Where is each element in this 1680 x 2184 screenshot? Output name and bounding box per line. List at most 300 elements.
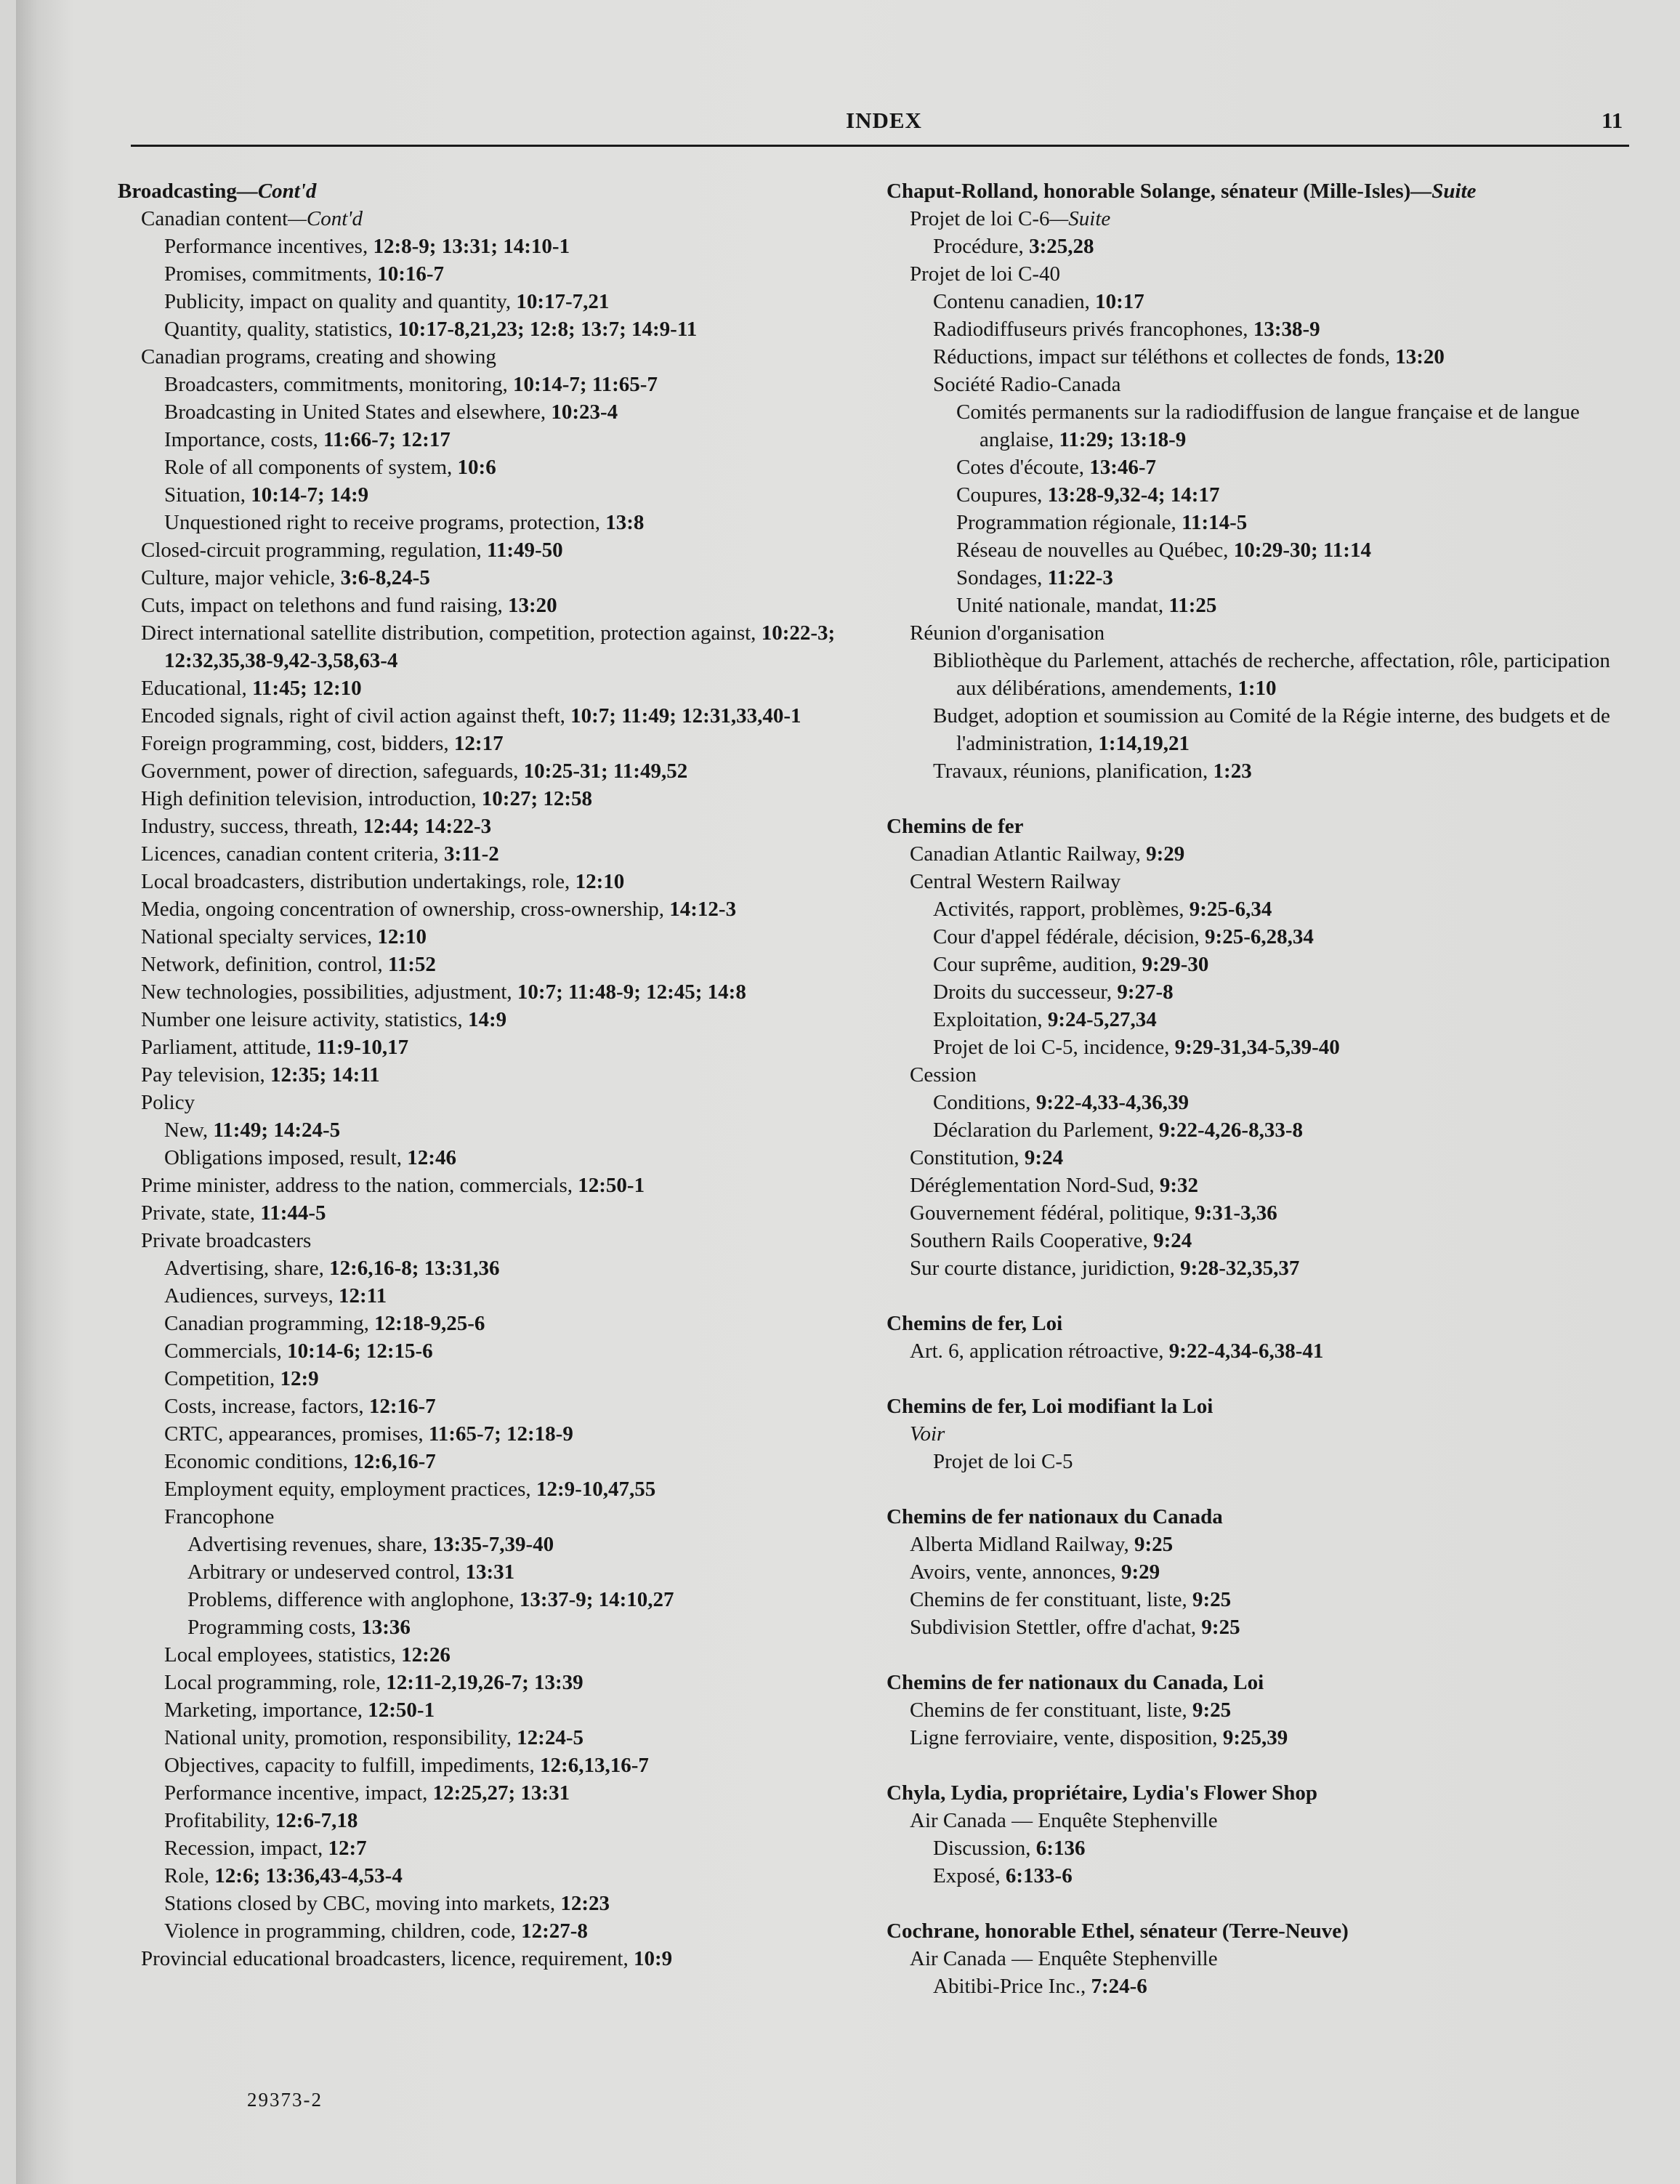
page-references: 9:32 bbox=[1159, 1174, 1199, 1197]
page-references: 1:10 bbox=[1237, 677, 1277, 700]
page-references: 11:49-50 bbox=[486, 539, 563, 562]
entry-text: Canadian programming, bbox=[164, 1312, 375, 1335]
index-entry bbox=[118, 1310, 888, 1337]
page-references: 10:17-7,21 bbox=[516, 290, 610, 313]
index-entry bbox=[887, 1448, 1642, 1475]
page-references: 10:9 bbox=[634, 1947, 673, 1970]
entry-text: Chemins de fer, Loi bbox=[887, 1312, 1063, 1335]
index-entry bbox=[118, 1199, 888, 1227]
index-entry bbox=[118, 260, 888, 288]
entry-text: Media, ongoing concentration of ownership, cross-ownership, bbox=[141, 898, 670, 921]
entry-text: Chemins de fer, Loi modifiant la Loi bbox=[887, 1395, 1213, 1418]
index-entry bbox=[887, 1199, 1642, 1227]
index-entry bbox=[887, 1006, 1642, 1033]
page-references: 12:11-2,19,26-7; 13:39 bbox=[386, 1671, 583, 1694]
entry-text: Audiences, surveys, bbox=[164, 1284, 339, 1307]
entry-text: Discussion, bbox=[933, 1837, 1036, 1860]
page-references: 13:38-9 bbox=[1253, 318, 1320, 341]
entry-text: Costs, increase, factors, bbox=[164, 1395, 369, 1418]
entry-text: Sur courte distance, juridiction, bbox=[910, 1257, 1181, 1280]
index-entry bbox=[118, 1503, 888, 1531]
left-index-column bbox=[118, 177, 888, 1973]
entry-text: Projet de loi C-6 bbox=[910, 207, 1050, 230]
entry-text: Droits du successeur, bbox=[933, 980, 1118, 1004]
entry-text: Direct international satellite distribution, competition, protection against, bbox=[141, 621, 762, 645]
page-references: 9:22-4,34-6,38-41 bbox=[1168, 1339, 1324, 1363]
page-references: 10:14-6; 12:15-6 bbox=[287, 1339, 433, 1363]
page-references: 12:50-1 bbox=[578, 1174, 645, 1197]
index-entry bbox=[118, 1448, 888, 1475]
entry-text: Radiodiffuseurs privés francophones, bbox=[933, 318, 1253, 341]
index-entry bbox=[887, 371, 1642, 398]
page-references: 13:20 bbox=[508, 594, 557, 617]
index-entry bbox=[118, 702, 888, 730]
index-entry bbox=[887, 288, 1642, 315]
index-heading bbox=[887, 1669, 1642, 1696]
page-references: 12:6,16-7 bbox=[353, 1450, 436, 1473]
page-references: 11:49; 14:24-5 bbox=[213, 1119, 341, 1142]
page-references: 10:29-30; 11:14 bbox=[1233, 539, 1371, 562]
index-entry bbox=[118, 1006, 888, 1033]
entry-text: New, bbox=[164, 1119, 214, 1142]
entry-text: Déclaration du Parlement, bbox=[933, 1119, 1159, 1142]
entry-text: Chemins de fer nationaux du Canada, Loi bbox=[887, 1671, 1264, 1694]
page-references: 11:66-7; 12:17 bbox=[323, 428, 451, 451]
entry-text: Parliament, attitude, bbox=[141, 1036, 317, 1059]
page-references: 13:36 bbox=[361, 1616, 411, 1639]
index-entry bbox=[887, 1061, 1642, 1089]
index-entry bbox=[887, 923, 1642, 951]
index-entry bbox=[118, 288, 888, 315]
page-references: 10:16-7 bbox=[377, 262, 445, 286]
index-entry bbox=[887, 398, 1642, 454]
index-entry bbox=[887, 1531, 1642, 1558]
entry-text: Avoirs, vente, annonces, bbox=[910, 1560, 1121, 1584]
entry-text: Canadian content bbox=[141, 207, 288, 230]
entry-text: Industry, success, threath, bbox=[141, 815, 363, 838]
entry-text: Government, power of direction, safeguards, bbox=[141, 759, 524, 783]
index-entry bbox=[118, 813, 888, 840]
entry-text: Private broadcasters bbox=[141, 1229, 312, 1252]
entry-text: Budget, adoption et soumission au Comité de la Régie interne, des budgets et de l'administration, bbox=[933, 704, 1610, 755]
page-number: 11 bbox=[1602, 108, 1623, 133]
entry-text: Encoded signals, right of civil action against theft, bbox=[141, 704, 571, 728]
page-references: 12:50-1 bbox=[368, 1699, 435, 1722]
entry-text: National unity, promotion, responsibility, bbox=[164, 1726, 517, 1749]
entry-text: Travaux, réunions, planification, bbox=[933, 759, 1213, 783]
index-entry bbox=[118, 1890, 888, 1917]
index-entry bbox=[118, 1613, 888, 1641]
index-entry bbox=[887, 260, 1642, 288]
page-references: 6:133-6 bbox=[1005, 1864, 1073, 1887]
entry-text: Contenu canadien, bbox=[933, 290, 1096, 313]
index-entry bbox=[118, 1393, 888, 1420]
index-entry bbox=[887, 1227, 1642, 1254]
page-references: 9:25-6,28,34 bbox=[1205, 925, 1314, 948]
index-entry bbox=[118, 674, 888, 702]
page-references: 9:25 bbox=[1134, 1533, 1174, 1556]
index-entry bbox=[118, 205, 888, 233]
index-entry bbox=[887, 536, 1642, 564]
entry-text: Pay television, bbox=[141, 1063, 271, 1087]
page-references: 13:37-9; 14:10,27 bbox=[519, 1588, 674, 1611]
entry-text: Constitution, bbox=[910, 1146, 1025, 1169]
entry-text: Recession, impact, bbox=[164, 1837, 328, 1860]
index-heading bbox=[887, 1917, 1642, 1945]
entry-text: Cour d'appel fédérale, décision, bbox=[933, 925, 1206, 948]
entry-text: Performance incentive, impact, bbox=[164, 1781, 433, 1805]
page-references: 9:22-4,33-4,36,39 bbox=[1035, 1091, 1190, 1114]
index-entry bbox=[118, 426, 888, 454]
entry-text: Role of all components of system, bbox=[164, 456, 458, 479]
index-entry bbox=[118, 1752, 888, 1779]
index-entry bbox=[887, 481, 1642, 509]
page-references: 12:27-8 bbox=[521, 1919, 588, 1943]
page-references: 10:17 bbox=[1095, 290, 1144, 313]
entry-text: New technologies, possibilities, adjustment, bbox=[141, 980, 517, 1004]
page-references: 12:25,27; 13:31 bbox=[432, 1781, 570, 1805]
entry-spacer bbox=[887, 1641, 1642, 1669]
page-references: 3:6-8,24-5 bbox=[340, 566, 430, 589]
index-entry bbox=[887, 757, 1642, 785]
page-references: 12:11 bbox=[339, 1284, 387, 1307]
entry-text: Canadian programs, creating and showing bbox=[141, 345, 496, 368]
page-references: 12:6,16-8; 13:31,36 bbox=[329, 1257, 500, 1280]
index-entry bbox=[118, 398, 888, 426]
entry-text: Projet de loi C-40 bbox=[910, 262, 1061, 286]
continuation-marker: —Cont'd bbox=[288, 207, 363, 230]
entry-text: Francophone bbox=[164, 1505, 275, 1528]
page-references: 11:22-3 bbox=[1047, 566, 1113, 589]
page-references: 12:10 bbox=[575, 870, 625, 893]
index-entry bbox=[118, 1641, 888, 1669]
entry-spacer bbox=[887, 1890, 1642, 1917]
index-entry bbox=[887, 1724, 1642, 1752]
index-entry bbox=[887, 564, 1642, 592]
entry-text: Cotes d'écoute, bbox=[956, 456, 1090, 479]
index-entry bbox=[118, 1033, 888, 1061]
continuation-marker: —Suite bbox=[1049, 207, 1111, 230]
index-entry bbox=[887, 702, 1642, 757]
entry-text: Bibliothèque du Parlement, attachés de recherche, affectation, rôle, participation aux délibérations, amendements, bbox=[933, 649, 1610, 700]
index-entry bbox=[887, 1144, 1642, 1172]
entry-text: Procédure, bbox=[933, 235, 1030, 258]
index-heading bbox=[887, 813, 1642, 840]
index-entry bbox=[118, 343, 888, 371]
entry-text: Arbitrary or undeserved control, bbox=[187, 1560, 466, 1584]
entry-text: Number one leisure activity, statistics, bbox=[141, 1008, 468, 1031]
page-references: 11:9-10,17 bbox=[316, 1036, 409, 1059]
entry-text: Prime minister, address to the nation, commercials, bbox=[141, 1174, 578, 1197]
index-entry bbox=[887, 509, 1642, 536]
index-heading bbox=[887, 1393, 1642, 1420]
index-entry bbox=[887, 1696, 1642, 1724]
index-entry bbox=[118, 1116, 888, 1144]
index-entry bbox=[887, 868, 1642, 895]
entry-spacer bbox=[887, 785, 1642, 813]
entry-text: Comités permanents sur la radiodiffusion de langue française et de langue anglaise, bbox=[956, 400, 1580, 451]
page-references: 12:44; 14:22-3 bbox=[363, 815, 492, 838]
entry-text: Programmation régionale, bbox=[956, 511, 1182, 534]
entry-text: Société Radio-Canada bbox=[933, 373, 1121, 396]
index-entry bbox=[887, 1254, 1642, 1282]
page-references: 10:27; 12:58 bbox=[481, 787, 593, 810]
page-references: 12:16-7 bbox=[368, 1395, 436, 1418]
page-references: 9:27-8 bbox=[1117, 980, 1174, 1004]
entry-text: Chemins de fer nationaux du Canada bbox=[887, 1505, 1223, 1528]
index-entry bbox=[887, 895, 1642, 923]
page-header-title: INDEX bbox=[846, 108, 922, 133]
entry-spacer bbox=[887, 1475, 1642, 1503]
entry-text: Sondages, bbox=[956, 566, 1048, 589]
index-entry bbox=[118, 1061, 888, 1089]
index-entry bbox=[118, 730, 888, 757]
entry-text: Cour suprême, audition, bbox=[933, 953, 1142, 976]
index-entry bbox=[887, 454, 1642, 481]
page-references: 10:7; 11:48-9; 12:45; 14:8 bbox=[517, 980, 746, 1004]
index-entry bbox=[118, 1696, 888, 1724]
index-entry bbox=[887, 315, 1642, 343]
index-entry bbox=[887, 978, 1642, 1006]
entry-text: Educational, bbox=[141, 677, 253, 700]
index-entry bbox=[118, 619, 888, 674]
entry-text: Southern Rails Cooperative, bbox=[910, 1229, 1154, 1252]
page-references: 10:14-7; 11:65-7 bbox=[513, 373, 658, 396]
page-references: 11:52 bbox=[387, 953, 436, 976]
page-references: 12:7 bbox=[328, 1837, 367, 1860]
page-references: 13:8 bbox=[605, 511, 645, 534]
entry-text: Art. 6, application rétroactive, bbox=[910, 1339, 1169, 1363]
index-entry bbox=[887, 951, 1642, 978]
page-references: 9:29 bbox=[1146, 842, 1185, 866]
page-references: 9:29 bbox=[1121, 1560, 1160, 1584]
page-references: 11:45; 12:10 bbox=[252, 677, 362, 700]
entry-text: Local employees, statistics, bbox=[164, 1643, 402, 1667]
page-references: 10:14-7; 14:9 bbox=[251, 483, 369, 507]
index-entry bbox=[887, 1033, 1642, 1061]
index-heading bbox=[887, 1503, 1642, 1531]
entry-text: Abitibi-Price Inc., bbox=[933, 1975, 1091, 1998]
index-entry bbox=[118, 1144, 888, 1172]
page-references: 10:23-4 bbox=[551, 400, 618, 424]
continuation-marker: —Suite bbox=[1410, 180, 1477, 203]
entry-spacer bbox=[887, 1752, 1642, 1779]
entry-text: Role, bbox=[164, 1864, 215, 1887]
continuation-marker: —Cont'd bbox=[236, 180, 317, 203]
index-heading bbox=[118, 177, 888, 205]
index-entry bbox=[118, 371, 888, 398]
index-page bbox=[16, 0, 1680, 2184]
entry-text: Central Western Railway bbox=[910, 870, 1121, 893]
entry-text: Promises, commitments, bbox=[164, 262, 378, 286]
entry-text: National specialty services, bbox=[141, 925, 378, 948]
page-references: 9:31-3,36 bbox=[1195, 1201, 1277, 1225]
page-references: 9:28-32,35,37 bbox=[1180, 1257, 1300, 1280]
page-references: 12:17 bbox=[453, 732, 504, 755]
index-entry bbox=[887, 1973, 1642, 2000]
page-references: 9:25-6,34 bbox=[1189, 898, 1272, 921]
page-references: 9:25 bbox=[1201, 1616, 1240, 1639]
entry-text: Air Canada — Enquête Stephenville bbox=[910, 1809, 1218, 1832]
entry-text: Performance incentives, bbox=[164, 235, 373, 258]
entry-text: Chemins de fer constituant, liste, bbox=[910, 1699, 1193, 1722]
page-references: 11:14-5 bbox=[1182, 511, 1248, 534]
entry-text: Policy bbox=[141, 1091, 195, 1114]
entry-text: Alberta Midland Railway, bbox=[910, 1533, 1134, 1556]
index-entry bbox=[887, 1586, 1642, 1613]
header-rule bbox=[131, 145, 1629, 147]
entry-text: Chyla, Lydia, propriétaire, Lydia's Flower Shop bbox=[887, 1781, 1317, 1805]
entry-text: Ligne ferroviaire, vente, disposition, bbox=[910, 1726, 1223, 1749]
index-entry bbox=[887, 1613, 1642, 1641]
page-references: 9:29-31,34-5,39-40 bbox=[1174, 1036, 1340, 1059]
page-references: 9:25,39 bbox=[1222, 1726, 1288, 1749]
entry-text: Licences, canadian content criteria, bbox=[141, 842, 445, 866]
page-references: 10:17-8,21,23; 12:8; 13:7; 14:9-11 bbox=[397, 318, 698, 341]
index-entry bbox=[118, 1337, 888, 1365]
page-references: 3:25,28 bbox=[1029, 235, 1094, 258]
entry-text: Broadcasters, commitments, monitoring, bbox=[164, 373, 514, 396]
entry-text: Déréglementation Nord-Sud, bbox=[910, 1174, 1160, 1197]
index-entry bbox=[118, 1227, 888, 1254]
entry-text: Broadcasting in United States and elsewhere, bbox=[164, 400, 552, 424]
entry-spacer bbox=[887, 1282, 1642, 1310]
page-references: 12:8-9; 13:31; 14:10-1 bbox=[373, 235, 570, 258]
entry-text: Closed-circuit programming, regulation, bbox=[141, 539, 487, 562]
entry-text: Chemins de fer constituant, liste, bbox=[910, 1588, 1193, 1611]
entry-text: Gouvernement fédéral, politique, bbox=[910, 1201, 1195, 1225]
page-references: 11:44-5 bbox=[260, 1201, 326, 1225]
entry-text: Canadian Atlantic Railway, bbox=[910, 842, 1147, 866]
index-heading bbox=[887, 177, 1642, 205]
entry-text: Broadcasting bbox=[118, 180, 237, 203]
right-index-column bbox=[887, 177, 1642, 2000]
index-entry bbox=[118, 1172, 888, 1199]
entry-text: Programming costs, bbox=[187, 1616, 362, 1639]
entry-text: Cochrane, honorable Ethel, sénateur (Terre-Neuve) bbox=[887, 1919, 1349, 1943]
index-entry bbox=[118, 923, 888, 951]
index-entry bbox=[887, 840, 1642, 868]
entry-text: Quantity, quality, statistics, bbox=[164, 318, 398, 341]
entry-text: Voir bbox=[910, 1422, 945, 1446]
entry-text: Réunion d'organisation bbox=[910, 621, 1105, 645]
entry-text: Subdivision Stettler, offre d'achat, bbox=[910, 1616, 1202, 1639]
page-references: 11:29; 13:18-9 bbox=[1059, 428, 1187, 451]
index-entry bbox=[118, 978, 888, 1006]
entry-text: Local broadcasters, distribution undertakings, role, bbox=[141, 870, 576, 893]
index-entry bbox=[887, 1558, 1642, 1586]
entry-text: Culture, major vehicle, bbox=[141, 566, 341, 589]
index-entry bbox=[118, 592, 888, 619]
page-references: 12:10 bbox=[377, 925, 427, 948]
index-entry bbox=[887, 343, 1642, 371]
index-entry bbox=[118, 564, 888, 592]
index-entry bbox=[887, 619, 1642, 647]
index-entry bbox=[118, 481, 888, 509]
page-references: 12:35; 14:11 bbox=[270, 1063, 380, 1087]
entry-text: Stations closed by CBC, moving into markets, bbox=[164, 1892, 561, 1915]
index-entry bbox=[118, 1669, 888, 1696]
index-entry bbox=[887, 1172, 1642, 1199]
entry-text: Unquestioned right to receive programs, protection, bbox=[164, 511, 606, 534]
page-references: 9:25 bbox=[1192, 1699, 1232, 1722]
entry-text: Cession bbox=[910, 1063, 977, 1087]
page-references: 12:9 bbox=[280, 1367, 319, 1390]
page-references: 12:24-5 bbox=[517, 1726, 583, 1749]
entry-text: Projet de loi C-5 bbox=[933, 1450, 1073, 1473]
page-references: 9:24-5,27,34 bbox=[1047, 1008, 1157, 1031]
entry-text: Exposé, bbox=[933, 1864, 1006, 1887]
entry-text: Conditions, bbox=[933, 1091, 1036, 1114]
page-references: 12:46 bbox=[407, 1146, 456, 1169]
page-references: 10:22-3; 12:32,35,38-9,42-3,58,63-4 bbox=[164, 621, 836, 672]
entry-text: Advertising revenues, share, bbox=[187, 1533, 433, 1556]
entry-text: Local programming, role, bbox=[164, 1671, 387, 1694]
entry-text: Cuts, impact on telethons and fund raising, bbox=[141, 594, 509, 617]
page-references: 12:6-7,18 bbox=[275, 1809, 358, 1832]
entry-text: Network, definition, control, bbox=[141, 953, 388, 976]
page-references: 14:12-3 bbox=[669, 898, 737, 921]
page-references: 13:35-7,39-40 bbox=[432, 1533, 554, 1556]
index-entry bbox=[887, 1834, 1642, 1862]
index-entry bbox=[118, 1779, 888, 1807]
page-references: 9:24 bbox=[1024, 1146, 1064, 1169]
page-references: 10:25-31; 11:49,52 bbox=[523, 759, 688, 783]
index-entry bbox=[887, 1807, 1642, 1834]
index-entry bbox=[118, 1586, 888, 1613]
index-entry bbox=[118, 757, 888, 785]
entry-text: Violence in programming, children, code, bbox=[164, 1919, 522, 1943]
page-references: 13:20 bbox=[1395, 345, 1445, 368]
page-references: 9:24 bbox=[1153, 1229, 1192, 1252]
entry-text: Unité nationale, mandat, bbox=[956, 594, 1169, 617]
entry-text: Provincial educational broadcasters, licence, requirement, bbox=[141, 1947, 634, 1970]
entry-text: Réductions, impact sur téléthons et collectes de fonds, bbox=[933, 345, 1396, 368]
page-references: 12:18-9,25-6 bbox=[374, 1312, 485, 1335]
index-heading bbox=[887, 1779, 1642, 1807]
entry-text: Employment equity, employment practices, bbox=[164, 1478, 536, 1501]
index-entry bbox=[887, 205, 1642, 233]
entry-text: Situation, bbox=[164, 483, 251, 507]
entry-text: Projet de loi C-5, incidence, bbox=[933, 1036, 1175, 1059]
index-entry bbox=[118, 509, 888, 536]
entry-text: Problems, difference with anglophone, bbox=[187, 1588, 520, 1611]
entry-text: Chaput-Rolland, honorable Solange, sénateur (Mille-Isles) bbox=[887, 180, 1411, 203]
index-entry bbox=[887, 1420, 1642, 1448]
index-entry bbox=[118, 840, 888, 868]
entry-text: Activités, rapport, problèmes, bbox=[933, 898, 1190, 921]
page-references: 1:14,19,21 bbox=[1098, 732, 1190, 755]
entry-text: Objectives, capacity to fulfill, impediments, bbox=[164, 1754, 541, 1777]
index-entry bbox=[118, 1724, 888, 1752]
page-references: 9:22-4,26-8,33-8 bbox=[1158, 1119, 1303, 1142]
entry-text: Advertising, share, bbox=[164, 1257, 330, 1280]
index-entry bbox=[887, 233, 1642, 260]
index-entry bbox=[118, 1945, 888, 1973]
index-entry bbox=[118, 868, 888, 895]
index-entry bbox=[887, 1945, 1642, 1973]
entry-text: Coupures, bbox=[956, 483, 1048, 507]
page-references: 12:6,13,16-7 bbox=[540, 1754, 649, 1777]
index-entry bbox=[118, 895, 888, 923]
index-entry bbox=[887, 592, 1642, 619]
index-entry bbox=[118, 1807, 888, 1834]
index-entry bbox=[118, 1862, 888, 1890]
entry-text: Competition, bbox=[164, 1367, 280, 1390]
page-references: 12:26 bbox=[401, 1643, 451, 1667]
page-references: 11:65-7; 12:18-9 bbox=[428, 1422, 573, 1446]
page-references: 13:28-9,32-4; 14:17 bbox=[1047, 483, 1220, 507]
